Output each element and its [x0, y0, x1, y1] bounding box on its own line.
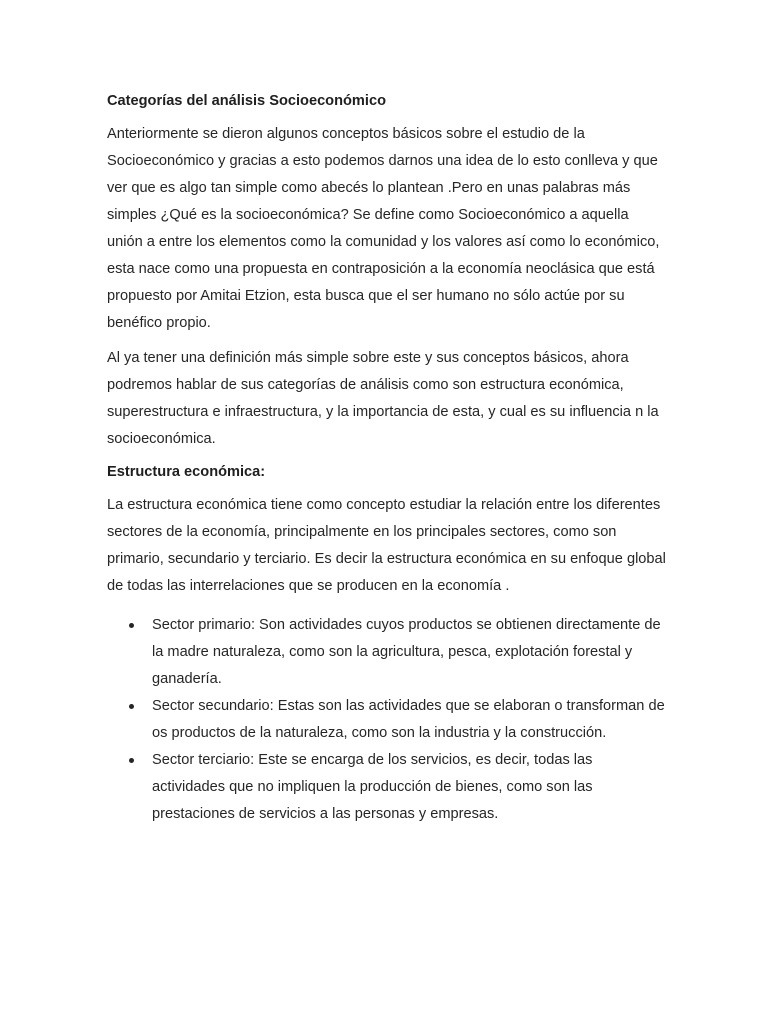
sector-list [107, 612, 667, 828]
bullet-icon [129, 758, 134, 763]
list-item-text: Sector primario: Son actividades cuyos productos se obtienen directamente de la madre naturaleza, como son la agricultura, pesca, explotación forestal y ganadería. [152, 617, 661, 687]
document-page [107, 90, 667, 828]
bullet-icon [129, 623, 134, 628]
list-item [107, 747, 667, 828]
list-item [107, 693, 667, 747]
intro-paragraph-1: Anteriormente se dieron algunos conceptos básicos sobre el estudio de la Socioeconómico y gracias a esto podemos darnos una idea de lo esto conlleva y que ver que es algo tan simple como abecés lo plantean .Pero en unas palabras más simples ¿Qué es la socioeconómica? Se define como Socioeconómico a aquella unión a entre los elementos como la comunidad y los valores así como lo económico, esta nace como una propuesta en contraposición a la economía neoclásica que está propuesto por Amitai Etzion, esta busca que el ser humano no sólo actúe por su benéfico propio. [107, 126, 660, 331]
section-heading: Estructura económica: [107, 464, 266, 480]
list-item-text: Sector terciario: Este se encarga de los servicios, es decir, todas las actividades que no impliquen la producción de bienes, como son las prestaciones de servicios a las personas y empresas. [152, 752, 593, 822]
list-item [107, 612, 667, 693]
bullet-icon [129, 704, 134, 709]
list-item-text: Sector secundario: Estas son las actividades que se elaboran o transforman de os productos de la naturaleza, como son la industria y la construcción. [152, 698, 665, 741]
document-title: Categorías del análisis Socioeconómico [107, 93, 386, 109]
section-paragraph: La estructura económica tiene como concepto estudiar la relación entre los diferentes sectores de la economía, principalmente en los principales sectores, como son primario, secundario y terciario. Es decir la estructura económica en su enfoque global de todas las interrelaciones que se producen en la economía . [107, 497, 666, 594]
intro-paragraph-2: Al ya tener una definición más simple sobre este y sus conceptos básicos, ahora podremos hablar de sus categorías de análisis como son estructura económica, superestructura e infraestructura, y la importancia de esta, y cual es su influencia n la socioeconómica. [107, 350, 659, 447]
